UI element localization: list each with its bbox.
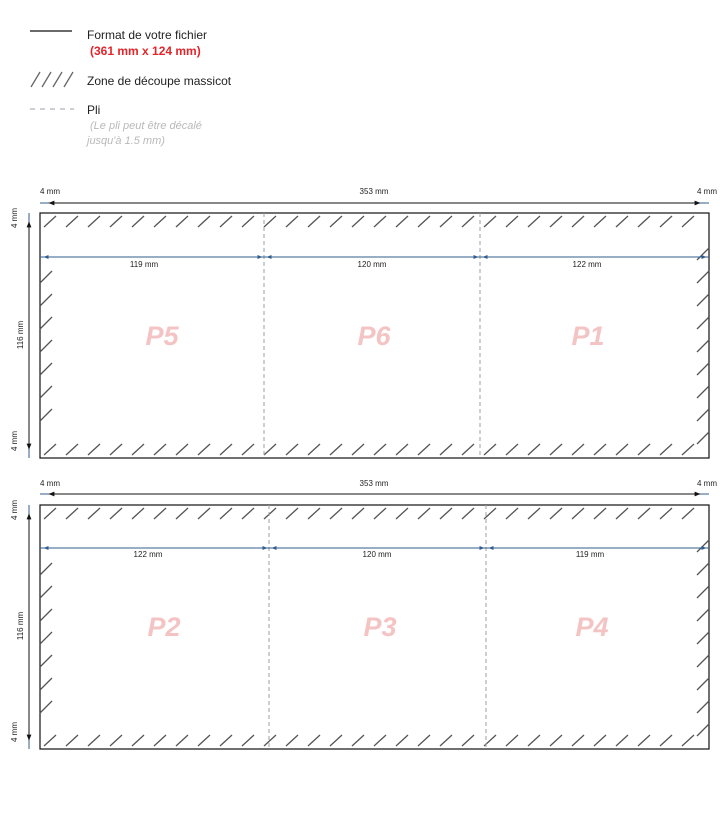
row1-panel-width-2: 120 mm [357, 260, 387, 269]
row1-bleed-top-label: 4 mm [10, 208, 19, 228]
trim-zone-label: Zone de découpe massicot [87, 74, 232, 88]
row2-trim-hatch-right [697, 540, 709, 736]
row-2 [10, 479, 717, 749]
row2-bleed-left-label: 4 mm [40, 479, 60, 488]
row1-total-width-label: 353 mm [359, 187, 389, 196]
row1-panel-label-3: P1 [571, 321, 605, 351]
row1-panel-width-3: 122 mm [572, 260, 602, 269]
row2-panel-label-1: P2 [147, 612, 181, 642]
row2-panel-label-3: P4 [575, 612, 609, 642]
row1-bleed-bottom-label: 4 mm [10, 431, 19, 451]
row2-panel-width-3: 119 mm [575, 550, 605, 559]
row1-trim-hatch-right [697, 248, 709, 444]
file-format-label: Format de votre fichier [87, 28, 208, 42]
row2-trim-hatch-left [40, 563, 52, 713]
row2-bleed-bottom-label: 4 mm [10, 722, 19, 742]
row1-trim-hatch-bottom [44, 444, 694, 455]
fold-note-line1: (Le pli peut être décalé [90, 120, 202, 132]
row2-height-label: 116 mm [16, 611, 25, 641]
row1-height-label: 116 mm [16, 320, 25, 350]
row1-panel-label-1: P5 [145, 321, 179, 351]
row2-bleed-top-label: 4 mm [10, 500, 19, 520]
fold-label: Pli [87, 103, 101, 117]
row2-bleed-right-label: 4 mm [697, 479, 717, 488]
row2-panel-label-2: P3 [363, 612, 397, 642]
row1-panel-label-2: P6 [357, 321, 391, 351]
row2-trim-hatch-top [44, 508, 694, 519]
row1-bleed-left-label: 4 mm [40, 187, 60, 196]
row1-bleed-right-label: 4 mm [697, 187, 717, 196]
row-1 [10, 187, 717, 458]
row2-total-width-label: 353 mm [359, 479, 389, 488]
row2-panel-width-2: 120 mm [362, 550, 392, 559]
row2-panel-width-1: 122 mm [133, 550, 163, 559]
row2-trim-hatch-bottom [44, 735, 694, 746]
row1-panel-width-1: 119 mm [129, 260, 159, 269]
row1-trim-hatch-top [44, 216, 694, 227]
file-format-value: (361 mm x 124 mm) [90, 44, 201, 58]
row1-trim-hatch-left [40, 271, 52, 421]
fold-note-line2: jusqu'à 1.5 mm) [87, 135, 165, 147]
